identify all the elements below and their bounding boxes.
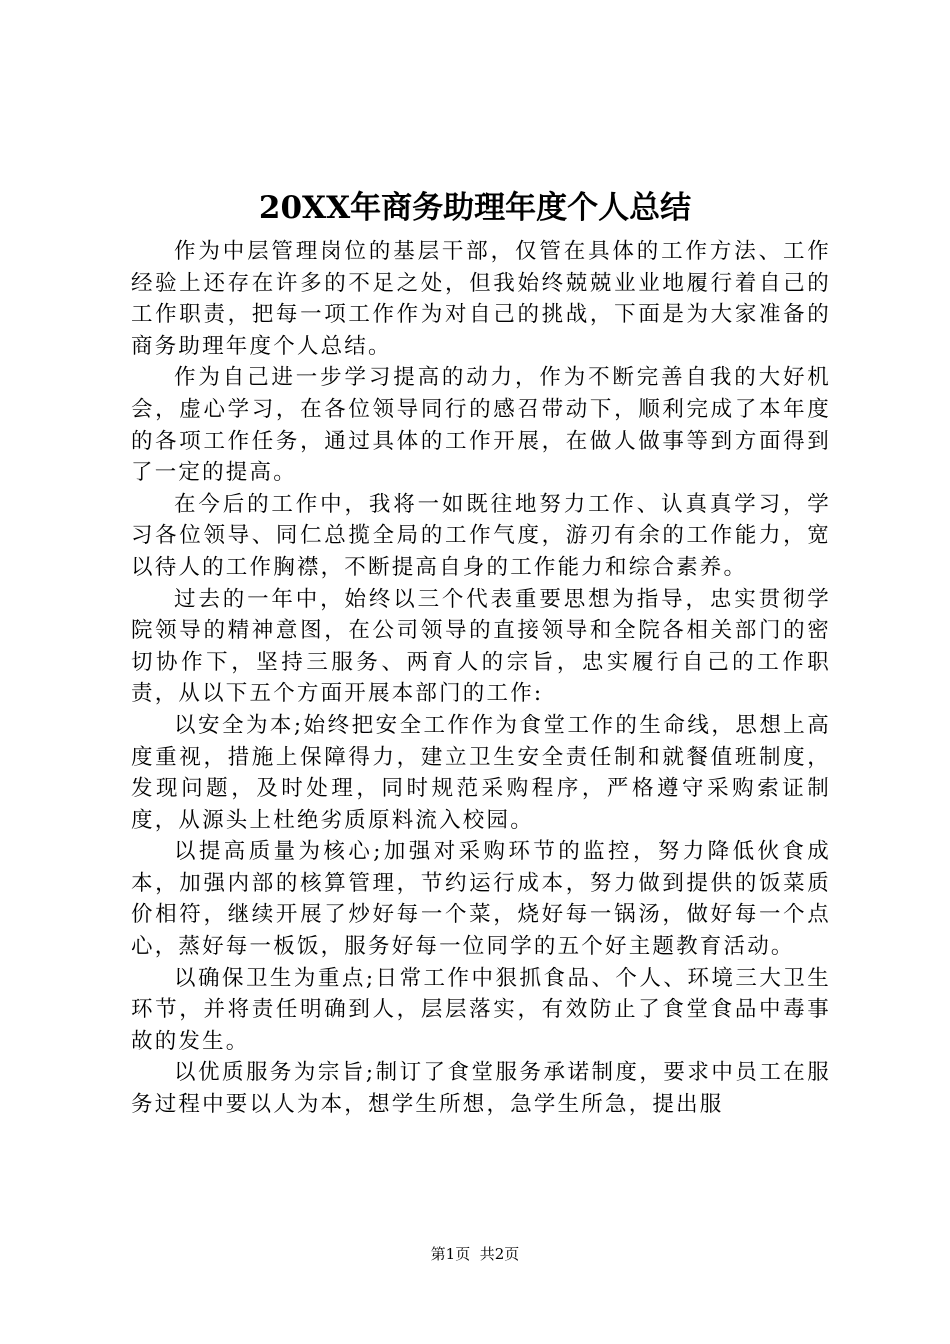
- paragraph: 以提高质量为核心;加强对采购环节的监控，努力降低伙食成本，加强内部的核算管理，节约运行成本，努力做到提供的饭菜质价相符，继续开展了炒好每一个菜，烧好每一锅汤，做好每一个点心，蒸好每一板饭，服务好每一位同学的五个好主题教育活动。: [131, 839, 831, 960]
- paragraph: 作为中层管理岗位的基层干部，仅管在具体的工作方法、工作经验上还存在许多的不足之处，但我始终兢兢业业地履行着自己的工作职责，把每一项工作作为对自己的挑战，下面是为大家准备的商务助理年度个人总结。: [131, 239, 831, 359]
- paragraph: 以确保卫生为重点;日常工作中狠抓食品、个人、环境三大卫生环节，并将责任明确到人，层层落实，有效防止了食堂食品中毒事故的发生。: [131, 965, 831, 1054]
- paragraph: 过去的一年中，始终以三个代表重要思想为指导，忠实贯彻学院领导的精神意图，在公司领导的直接领导和全院各相关部门的密切协作下，坚持三服务、两育人的宗旨，忠实履行自己的工作职责，从以下五个方面开展本部门的工作:: [131, 586, 831, 707]
- document-body: [131, 236, 831, 1121]
- page-number: 第1页: [430, 1245, 471, 1263]
- page-footer: [0, 1244, 950, 1264]
- page-total: 共2页: [479, 1245, 520, 1263]
- paragraph: 以优质服务为宗旨;制订了食堂服务承诺制度，要求中员工在服务过程中要以人为本，想学生所想，急学生所急，提出服: [131, 1060, 831, 1118]
- paragraph: 以安全为本;始终把安全工作作为食堂工作的生命线，思想上高度重视，措施上保障得力，建立卫生安全责任制和就餐值班制度，发现问题，及时处理，同时规范采购程序，严格遵守采购索证制度，从源头上杜绝劣质原料流入校园。: [131, 712, 831, 833]
- page-title: 20XX年商务助理年度个人总结: [258, 190, 692, 226]
- paragraph: 在今后的工作中，我将一如既往地努力工作、认真真学习，学习各位领导、同仁总揽全局的工作气度，游刃有余的工作能力，宽以待人的工作胸襟，不断提高自身的工作能力和综合素养。: [131, 491, 831, 580]
- paragraph: 作为自己进一步学习提高的动力，作为不断完善自我的大好机会，虚心学习，在各位领导同行的感召带动下，顺利完成了本年度的各项工作任务，通过具体的工作开展，在做人做事等到方面得到了一定的提高。: [131, 365, 831, 486]
